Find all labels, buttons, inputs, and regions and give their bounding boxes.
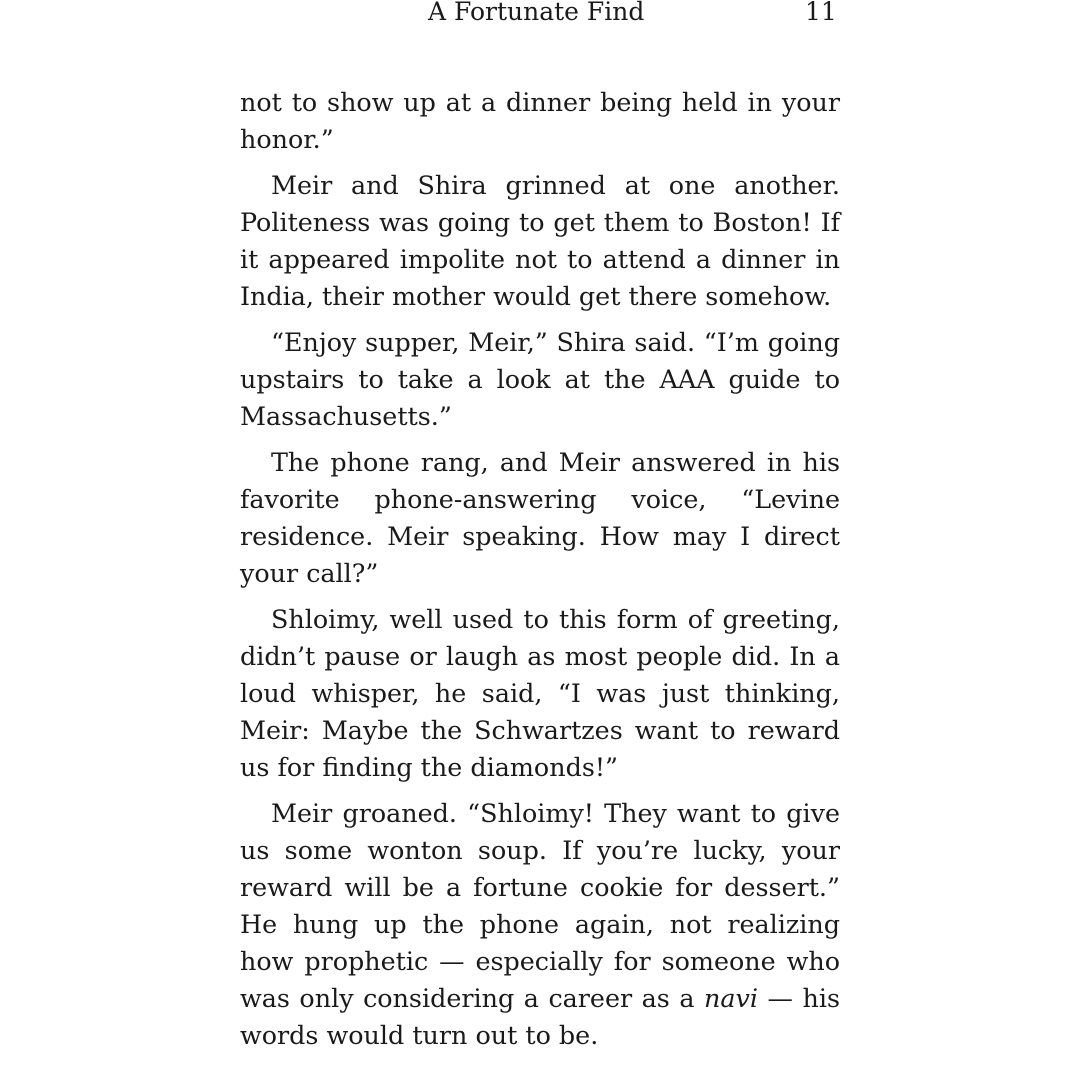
paragraph: Meir and Shira grinned at one another. Politeness was going to get them to Boston! If it appeared impolite not to attend a dinner in India, their mother would get there somehow. [240, 170, 840, 311]
body-text [240, 84, 840, 1063]
italic-word: navi [704, 982, 759, 1013]
paragraph: Shloimy, well used to this form of greeting, didn’t pause or laugh as most people did. In a loud whisper, he said, “I was just thinking, Meir: Maybe the Schwartzes want to reward us for finding the diamonds!” [240, 604, 840, 782]
paragraph-last [240, 795, 840, 1053]
paragraph: “Enjoy supper, Meir,” Shira said. “I’m going upstairs to take a look at the AAA guide to Massachusetts.” [240, 327, 840, 432]
paragraph-text-end: — his words would turn out to be. [240, 982, 840, 1050]
running-head [0, 0, 1080, 30]
paragraph-continued: not to show up at a dinner being held in your honor.” [240, 87, 840, 154]
paragraph-text: Meir groaned. “Shloimy! They want to give us some wonton soup. If you’re lucky, your reward will be a fortune cookie for dessert.” He hung up the phone again, not realizing how prophetic — especially for someone who was only considering a career as a [240, 798, 840, 1013]
paragraph: The phone rang, and Meir answered in his favorite phone-answering voice, “Levine residence. Meir speaking. How may I direct your call?” [240, 447, 840, 589]
running-title: A Fortunate Find [428, 0, 645, 26]
page-number: 11 [805, 0, 837, 26]
